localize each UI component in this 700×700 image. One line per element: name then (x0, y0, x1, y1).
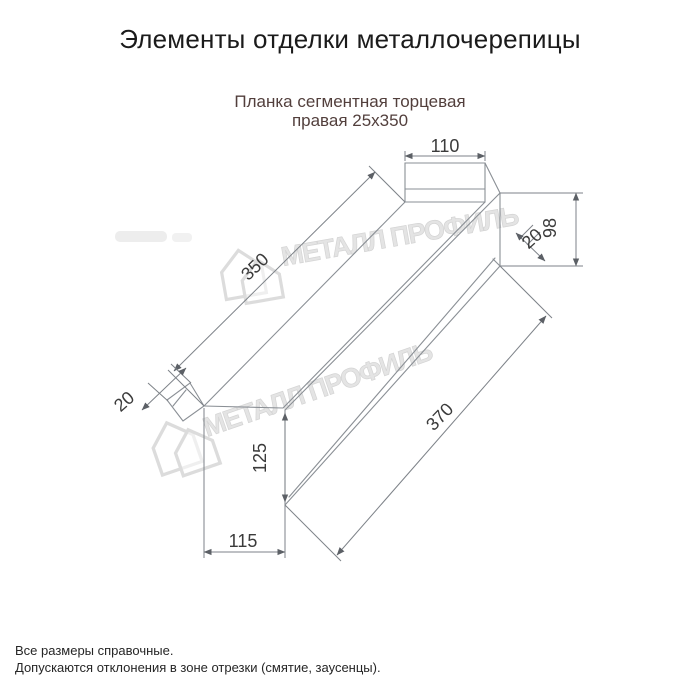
end-connector-edge (485, 163, 500, 193)
flange-top-end (405, 163, 485, 202)
footer-note-1: Все размеры справочные. (15, 643, 174, 658)
left-hem-tab (167, 383, 204, 421)
dim-line (337, 316, 546, 555)
ext-line (500, 266, 552, 318)
dim-98-label: 98 (540, 217, 560, 239)
ext-line (369, 166, 405, 202)
dim-20-left (110, 364, 191, 416)
face-right-hem-end (493, 259, 500, 266)
watermark-text: МЕТАЛЛ ПРОФИЛЬ (278, 200, 523, 272)
dim-370-label: 370 (422, 399, 458, 435)
dim-line (174, 172, 375, 371)
watermark-smudge-2 (172, 233, 192, 242)
watermark-upper (218, 200, 526, 306)
dim-115-label: 115 (228, 531, 258, 551)
footer-note-2: Допускаются отклонения в зоне отрезки (смятие, заусенцы). (15, 660, 381, 675)
ext-line (148, 383, 168, 401)
part-subtitle-line1: Планка сегментная торцевая (234, 92, 466, 111)
dim-110 (405, 136, 485, 161)
left-hem-crease (173, 390, 186, 406)
dim-20-right-label: 20 (517, 224, 547, 253)
watermark-fragment (115, 231, 192, 242)
ext-line (171, 364, 191, 383)
ext-line (285, 505, 341, 561)
watermark-text: МЕТАЛЛ ПРОФИЛЬ (199, 335, 438, 443)
part-subtitle-line2: правая 25x350 (291, 111, 409, 130)
page-title: Элементы отделки металлочерепицы (119, 24, 581, 54)
dim-110-label: 110 (430, 136, 460, 156)
watermark-smudge (115, 231, 167, 242)
watermark-lower (147, 333, 445, 482)
ext-line (168, 370, 204, 406)
dim-370 (285, 266, 552, 561)
dim-125-label: 125 (250, 442, 270, 474)
dim-20-left-label: 20 (109, 387, 139, 416)
footer-notes (15, 642, 381, 676)
dim-350-label: 350 (237, 249, 273, 285)
dim-line (142, 368, 186, 410)
